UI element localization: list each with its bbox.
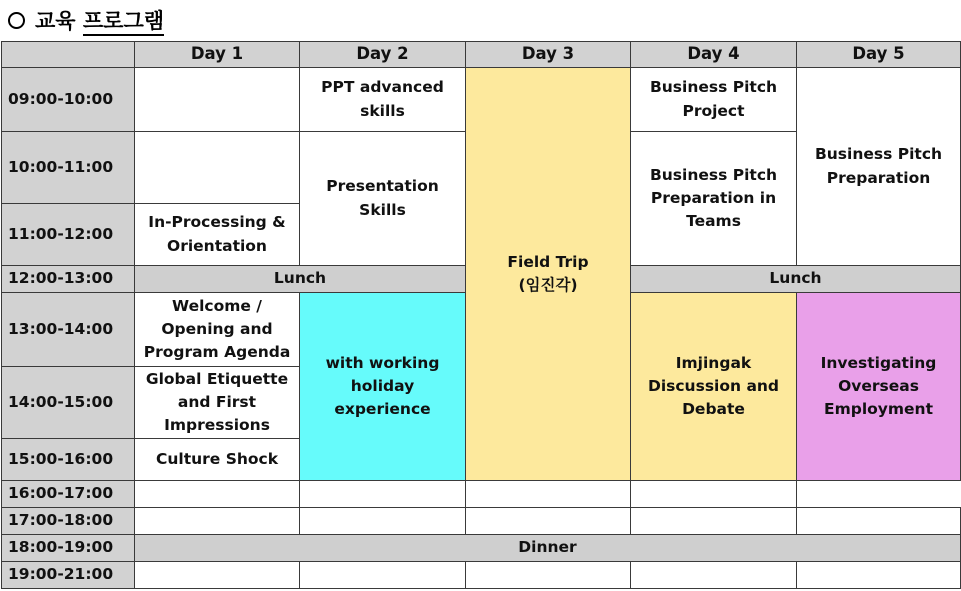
- empty-cell: [300, 562, 466, 589]
- pitch-preparation-cell: Business Pitch Preparation: [797, 68, 961, 266]
- day-4-header: Day 4: [631, 42, 797, 68]
- empty-cell: [631, 481, 797, 508]
- time-cell: 13:00-14:00: [2, 293, 135, 367]
- table-row: [2, 562, 961, 589]
- ppt-skills-cell: PPT advanced skills: [300, 68, 466, 132]
- empty-cell: [300, 481, 466, 508]
- time-cell: 14:00-15:00: [2, 367, 135, 439]
- imjingak-debate-cell: Imjingak Discussion and Debate: [631, 293, 797, 481]
- empty-cell: [135, 132, 300, 204]
- pitch-teams-cell: Business Pitch Preparation in Teams: [631, 132, 797, 266]
- empty-cell: [797, 562, 961, 589]
- header-row: [2, 42, 961, 68]
- time-cell: 12:00-13:00: [2, 266, 135, 293]
- empty-cell: [135, 481, 300, 508]
- empty-cell: [466, 508, 631, 535]
- empty-cell: [631, 508, 797, 535]
- culture-shock-cell: Culture Shock: [135, 439, 300, 481]
- empty-cell: [135, 508, 300, 535]
- lunch-cell: Lunch: [631, 266, 961, 293]
- section-title: 교육 프로그램: [35, 5, 164, 35]
- empty-cell: [466, 562, 631, 589]
- table-row: [2, 68, 961, 132]
- time-cell: 15:00-16:00: [2, 439, 135, 481]
- overseas-employment-cell: Investigating Overseas Employment: [797, 293, 961, 481]
- table-row: [2, 535, 961, 562]
- program-schedule-table: [1, 41, 961, 589]
- time-cell: 09:00-10:00: [2, 68, 135, 132]
- time-cell: 10:00-11:00: [2, 132, 135, 204]
- day-1-header: Day 1: [135, 42, 300, 68]
- day-2-header: Day 2: [300, 42, 466, 68]
- empty-cell: [797, 508, 961, 535]
- table-row: [2, 481, 961, 508]
- circle-bullet-icon: [8, 12, 25, 29]
- corner-header: [2, 42, 135, 68]
- day-3-header: Day 3: [466, 42, 631, 68]
- dinner-cell: Dinner: [135, 535, 961, 562]
- pitch-project-cell: Business Pitch Project: [631, 68, 797, 132]
- etiquette-cell: Global Etiquette and First Impressions: [135, 367, 300, 439]
- lunch-cell: Lunch: [135, 266, 466, 293]
- working-holiday-cell: with working holiday experience: [300, 293, 466, 481]
- presentation-skills-cell: Presentation Skills: [300, 132, 466, 266]
- welcome-cell: Welcome / Opening and Program Agenda: [135, 293, 300, 367]
- day-5-header: Day 5: [797, 42, 961, 68]
- time-cell: 19:00-21:00: [2, 562, 135, 589]
- empty-cell: [135, 68, 300, 132]
- time-cell: 16:00-17:00: [2, 481, 135, 508]
- field-trip-cell: Field Trip (임진각): [466, 68, 631, 481]
- empty-cell: [631, 562, 797, 589]
- section-heading: [8, 6, 164, 34]
- empty-cell: [466, 481, 631, 508]
- in-processing-cell: In-Processing & Orientation: [135, 204, 300, 266]
- empty-cell: [300, 508, 466, 535]
- time-cell: 17:00-18:00: [2, 508, 135, 535]
- empty-cell: [135, 562, 300, 589]
- table-row: [2, 508, 961, 535]
- time-cell: 11:00-12:00: [2, 204, 135, 266]
- time-cell: 18:00-19:00: [2, 535, 135, 562]
